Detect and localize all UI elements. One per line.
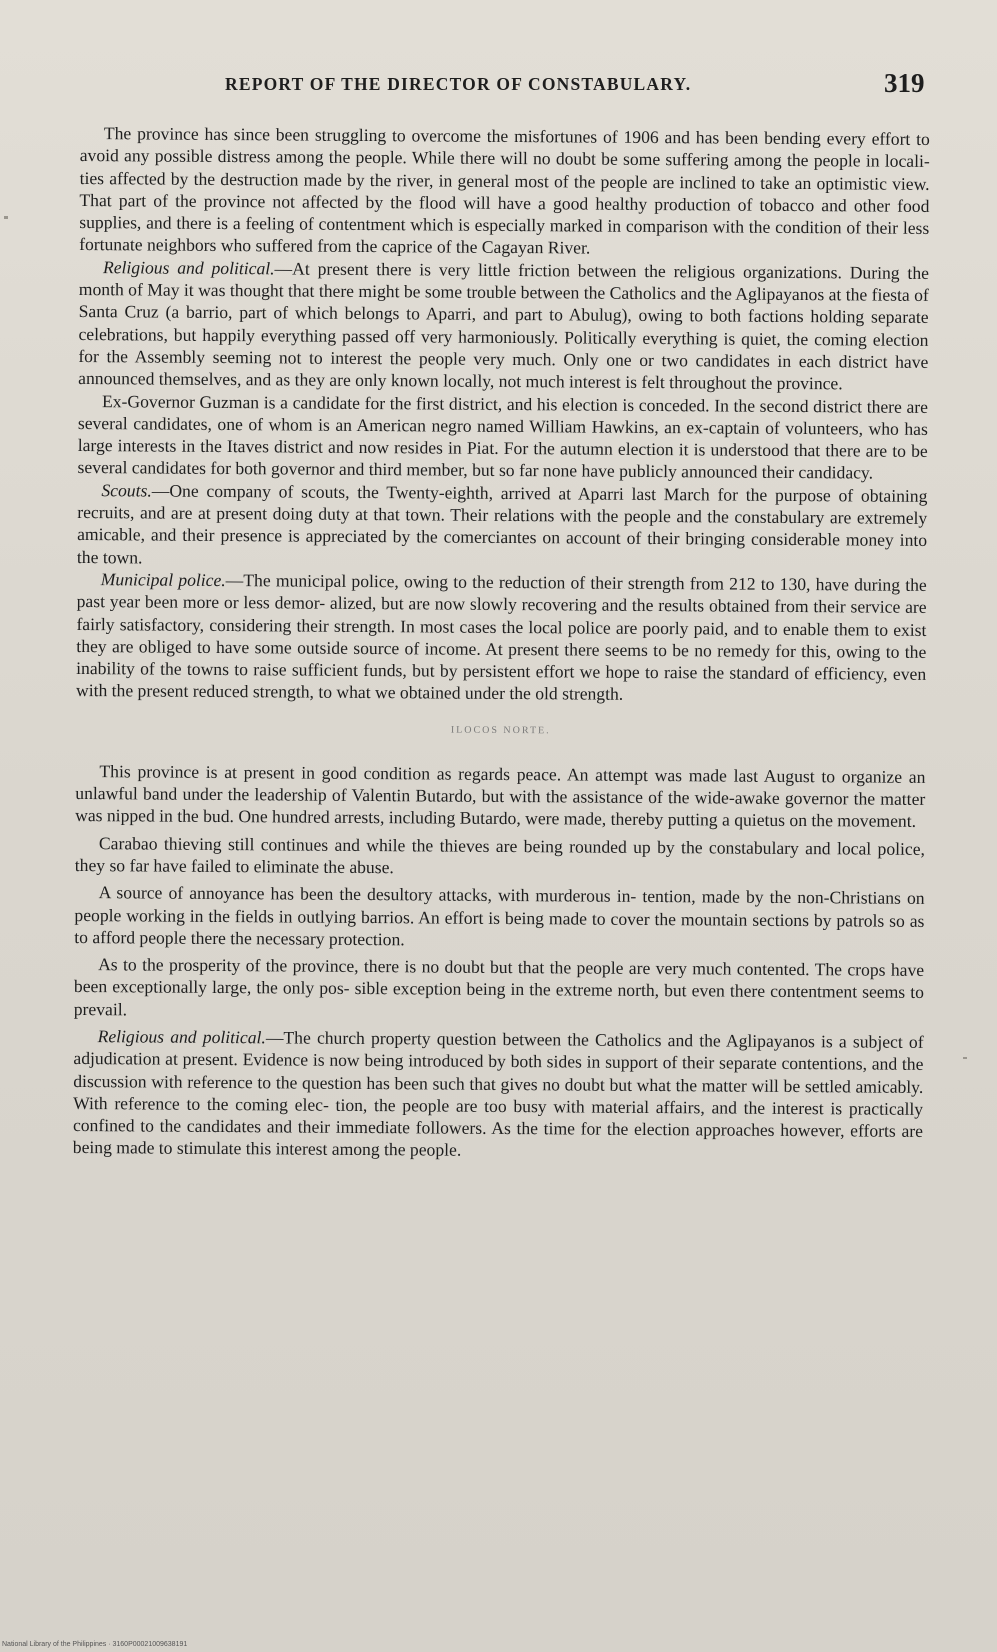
margin-mark-right [963, 1057, 967, 1059]
paragraph [75, 832, 925, 883]
running-head: REPORT OF THE DIRECTOR OF CONSTABULARY. [225, 74, 692, 94]
paragraph-text: A source of annoyance has been the desultory attacks, with murderous in- tention, made by the non-Christians on people working in the fields in outlying barrios. An effort is being made to cover the mountain sections by patrols so as to afford people there the necessary protection. [74, 882, 925, 950]
paragraph-text: As to the prosperity of the province, there is no doubt but that the people are very much contented. The crops have been exceptionally large, the only pos- sible exception being in the extreme north, but even there contentment seems to prevail. [73, 954, 925, 1020]
page-body [73, 122, 930, 1165]
section-heading: ILOCOS NORTE. [450, 724, 551, 737]
paragraph-text: —The church property question between the Catholics and the Aglipayanos is a subject of adjudication at present. Evidence is now being introduced by both sides in support of their separate contentions, and the discussion with reference to the question has been such that gives no doubt but what the matter will be settled amicably. With reference to the coming elec- tion, the people are too busy with material affairs, and the interest is practically confined to the candidates and their immediate followers. As the time for the election approaches however, efforts are being made to stimulate this interest among the people. [72, 1027, 924, 1161]
paragraph-lead: Religious and political. [102, 256, 275, 279]
paragraph-text: —One company of scouts, the Twenty-eighth, arrived at Aparri last March for the purpose of obtaining recruits, and are at present doing duty at that town. Their relations with the people and the constabulary are extremely amicable, and their presence is appreciated by the comerciantes on account of their bringing considerable money into the town. [76, 480, 928, 568]
footer-caption: National Library of the Philippines · 3160P00021009638191 [2, 1641, 188, 1648]
paragraph-text: The province has since been struggling to overcome the misfortunes of 1906 and has been bending every effort to avoid any possible distress among the people. While there will no doubt be some suffering among the people in locali- ties affected by the destruction made by the river, in general most of the people are inclined to take an optimistic view. That part of the province not affected by the flood will have a good healthy production of tobacco and other food supplies, and there is a feeling of contentment which is especially marked in comparison with the condition of their less fortunate neighbors who suffered from the caprice of the Cagayan River. [79, 123, 930, 259]
paragraph [78, 256, 929, 396]
paragraph-lead: Scouts. [101, 479, 152, 501]
paragraph-lead: Municipal police. [100, 569, 226, 590]
paragraph-text: —At present there is very little friction between the religious organizations. During the month of May it was thought that there might be some trouble between the Catholics and the Aglipayanos at the fiesta of Santa Cruz (a barrio, part of which belongs to Aparri, and part to Abulug), owing to both factions holding separate celebrations, but happily everything passed off very harmoniously. Politically everything is quiet, the coming election for the Assembly seeming not to interest the people very much. Only one or two candidates in each district have announced themselves, and as they are only known locally, not much interest is felt throughout the province. [78, 258, 930, 394]
paragraph [75, 760, 925, 833]
paragraph [77, 479, 928, 574]
paragraph-text: Ex-Governor Guzman is a candidate for the first district, and his election is conceded. In the second district there are several candidates, one of whom is an American negro named William Hawkins, an ex-captain of volunteers, who has large interests in the Itaves district and now resides in Piat. For the autumn election it is understood that there are to be several candidates for both governor and third member, but so far none have publicly announced their candidacy. [77, 390, 929, 483]
paragraph-text: Carabao thieving still continues and while the thieves are being rounded up by the constabulary and local police, they so far have failed to eliminate the abuse. [74, 832, 926, 878]
page-header [0, 68, 997, 108]
paragraph-text: This province is at present in good condition as regards peace. An attempt was made last August to organize an unlawful band under the leadership of Valentin Butardo, but with the assistance of the wide-awake governor the matter was nipped in the bud. One hundred arrests, including Butardo, were made, thereby putting a quietus on the movement. [75, 760, 926, 832]
paragraph [74, 881, 924, 954]
paragraph [74, 953, 924, 1026]
paragraph [78, 390, 929, 485]
margin-mark-left [4, 216, 8, 219]
paragraph-lead: Religious and political. [97, 1026, 266, 1048]
page-number: 319 [884, 68, 925, 98]
paragraph [73, 1025, 924, 1165]
paragraph-text: —The municipal police, owing to the reduction of their strength from 212 to 130, have during the past year been more or less demor- alized, but are now slowly recovering and the results obtained from their service are fairly satisfactory, considering their strength. In most cases the local police are poorly paid, and to enable them to exist they are obliged to have some outside source of income. At present there seems to be no remedy for this, owing to the inability of the towns to raise sufficient funds, but by persistent effort we hope to raise the standard of efficiency, even with the present reduced strength, to what we obtained under the old strength. [75, 569, 927, 705]
paragraph [76, 568, 927, 708]
paragraph [79, 122, 930, 262]
